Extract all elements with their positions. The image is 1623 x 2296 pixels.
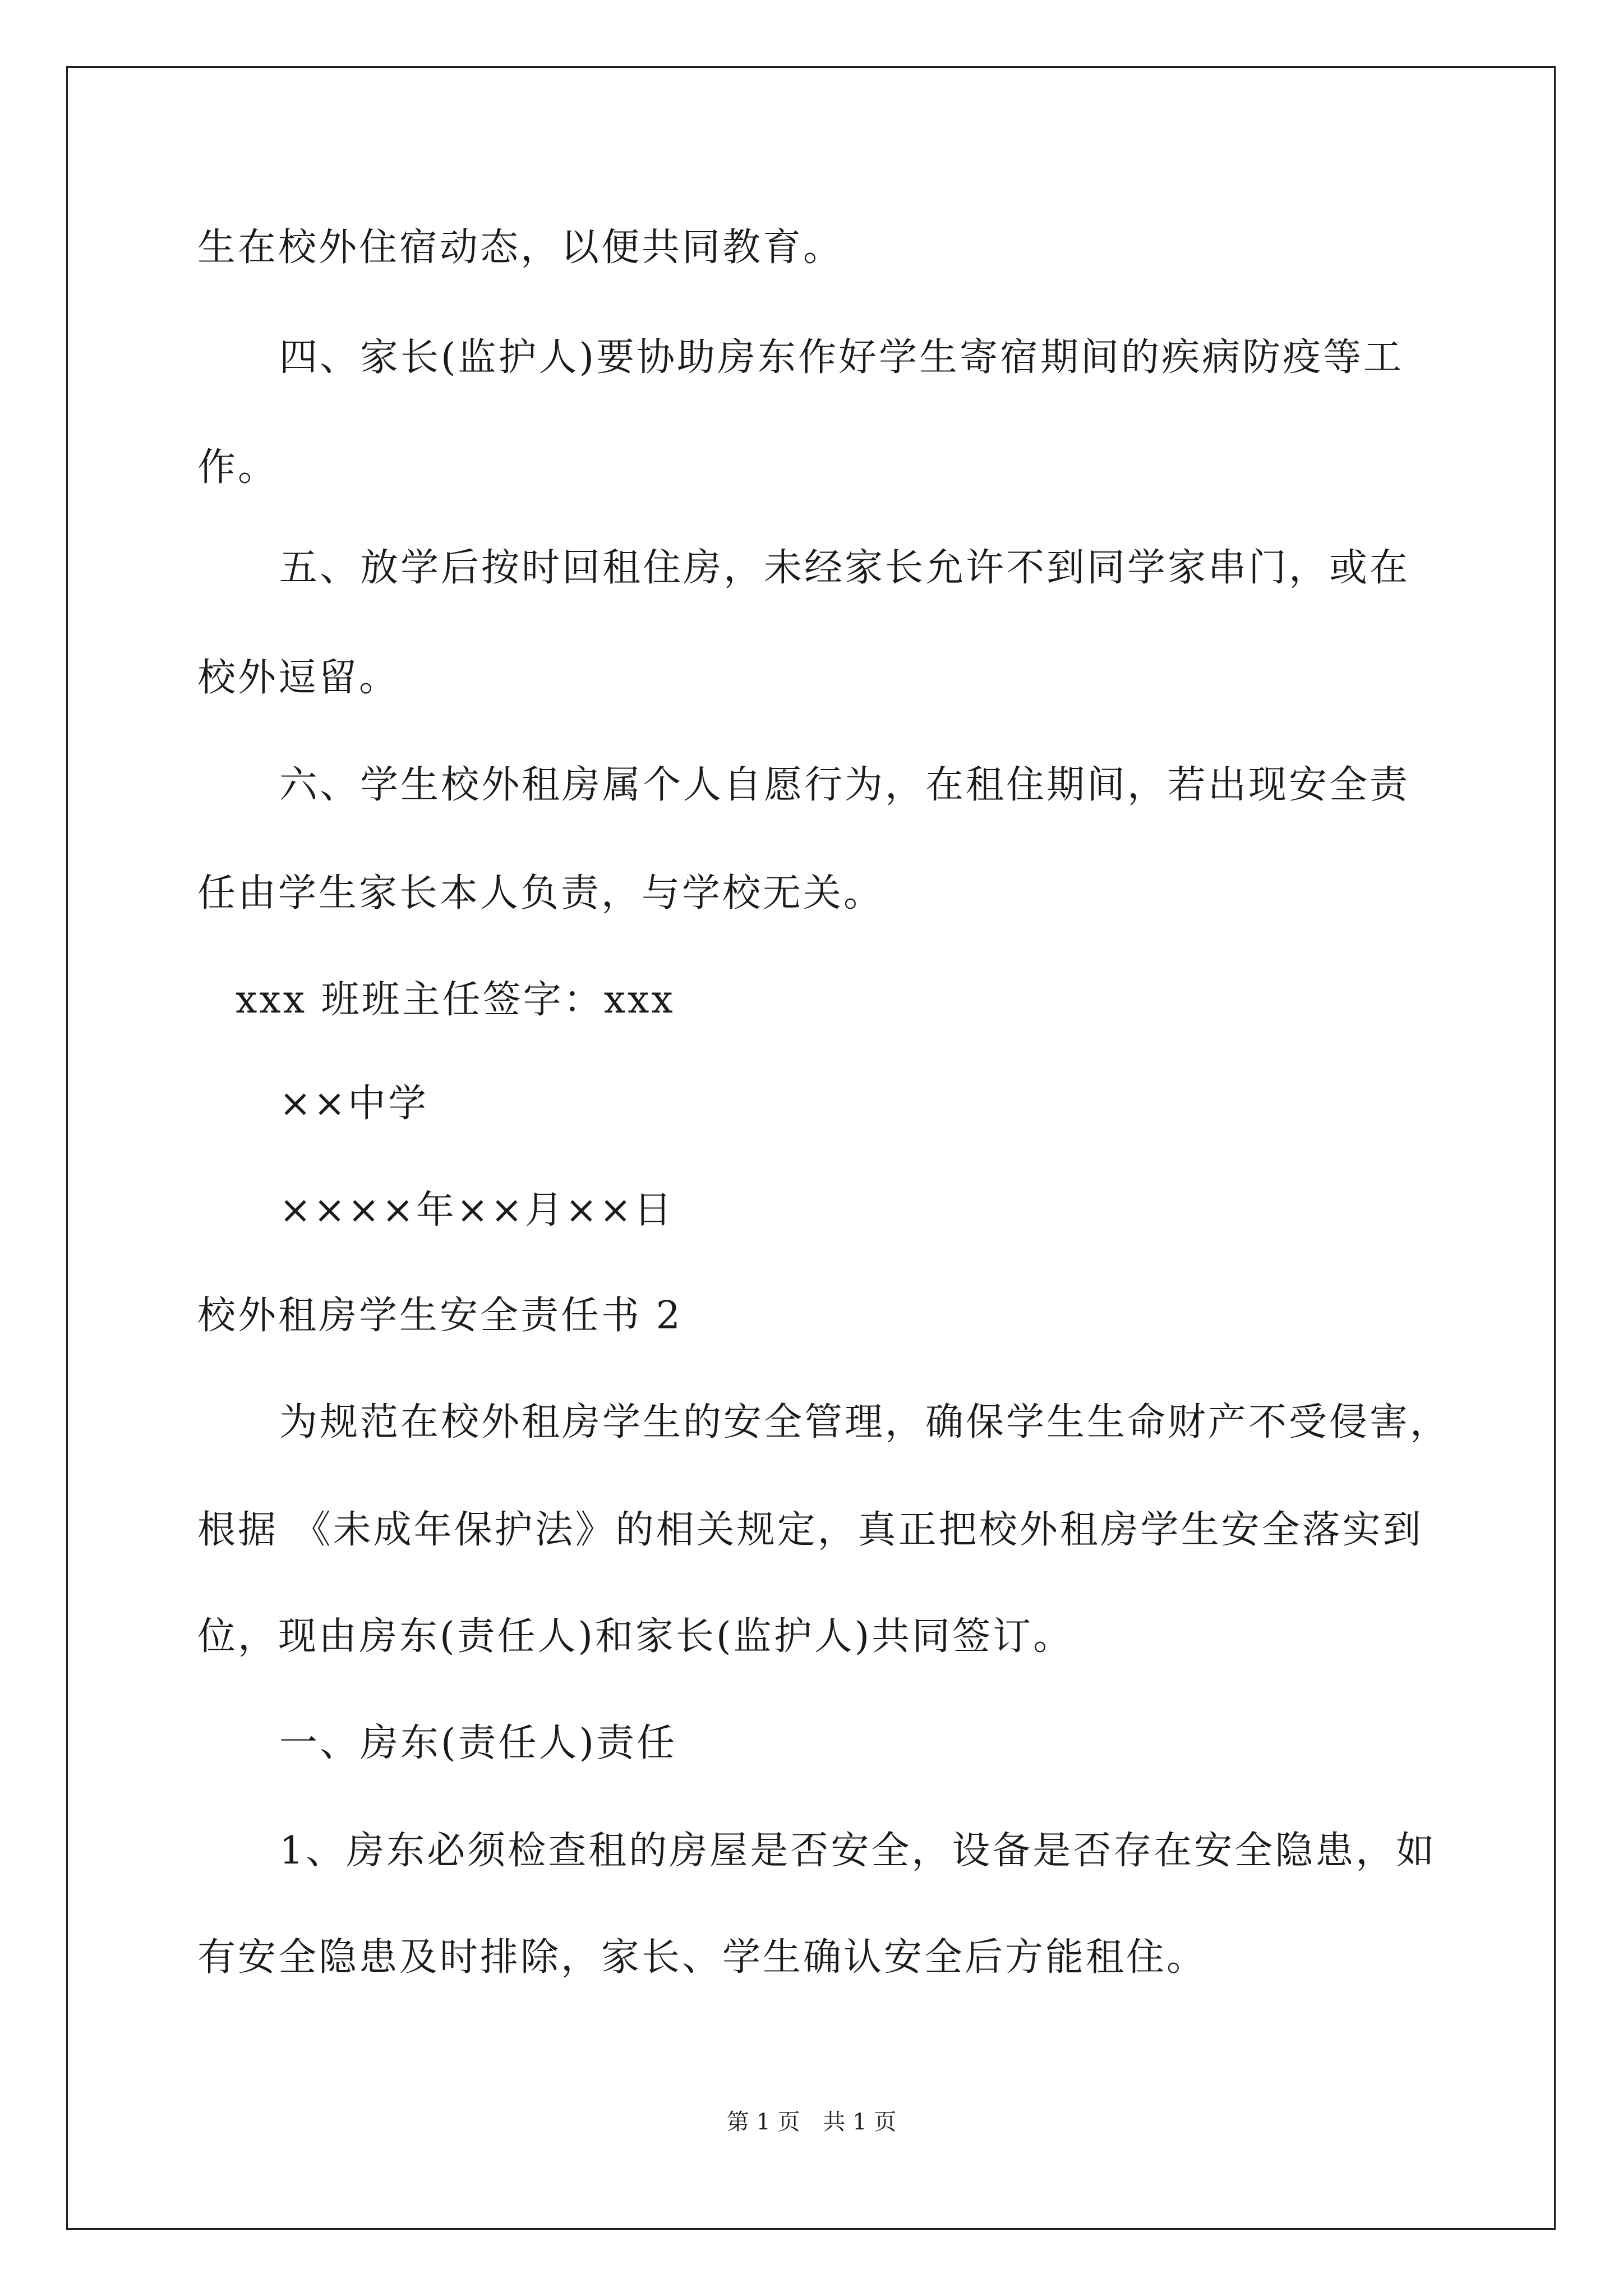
text-line: 六、学生校外租房属个人自愿行为，在租住期间，若出现安全责 — [279, 763, 1410, 807]
page-number: 第 1 页 — [726, 2109, 800, 2135]
page-footer — [0, 2108, 1623, 2136]
signature-line: xxx 班班主任签字：xxx — [236, 978, 675, 1022]
text-line: 五、放学后按时回租住房，未经家长允许不到同学家串门，或在 — [279, 546, 1410, 590]
text-line: 任由学生家长本人负责，与学校无关。 — [197, 871, 884, 915]
text-line: 1、房东必须检查租的房屋是否安全，设备是否存在安全隐患，如 — [279, 1829, 1437, 1873]
page-frame — [66, 66, 1556, 2230]
text-line: 生在校外住宿动态，以便共同教育。 — [197, 226, 844, 270]
text-line: 有安全隐患及时排除，家长、学生确认安全后方能租住。 — [197, 1935, 1207, 1980]
date-line: ××××年××月××日 — [279, 1188, 674, 1232]
school-name: ××中学 — [279, 1082, 428, 1126]
text-line: 四、家长(监护人)要协助房东作好学生寄宿期间的疾病防疫等工 — [279, 335, 1404, 380]
page-total: 共 1 页 — [823, 2109, 897, 2135]
text-line: 作。 — [197, 445, 279, 490]
text-line: 一、房东(责任人)责任 — [279, 1721, 677, 1765]
text-line: 位，现由房东(责任人)和家长(监护人)共同签订。 — [197, 1614, 1074, 1659]
text-line: 校外逗留。 — [197, 656, 400, 700]
section-title: 校外租房学生安全责任书 2 — [197, 1294, 683, 1338]
text-line: 为规范在校外租房学生的安全管理，确保学生生命财产不受侵害， — [279, 1400, 1451, 1444]
text-line: 根据 《未成年保护法》的相关规定，真正把校外租房学生安全落实到 — [197, 1508, 1423, 1552]
